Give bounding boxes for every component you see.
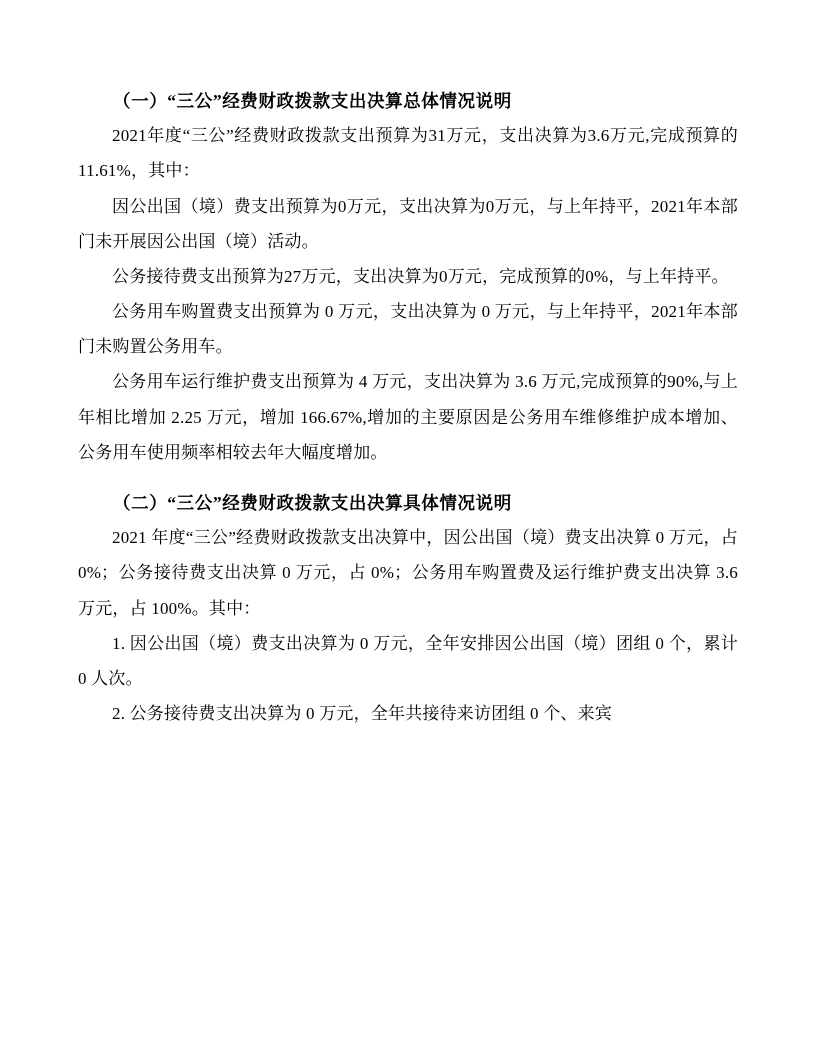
document-body <box>78 84 738 731</box>
paragraph-item-1-overseas: 1. 因公出国（境）费支出决算为 0 万元，全年安排因公出国（境）团组 0 个，累计 0 人次。 <box>78 633 738 688</box>
paragraph-overall-summary: 2021年度“三公”经费财政拨款支出预算为31万元，支出决算为3.6万元,完成预算的11.61%，其中： <box>78 126 738 181</box>
section-heading-one: （一）“三公”经费财政拨款支出决算总体情况说明 <box>113 91 512 111</box>
paragraph-vehicle-purchase: 公务用车购置费支出预算为 0 万元，支出决算为 0 万元，与上年持平，2021年本部门未购置公务用车。 <box>78 302 738 357</box>
paragraph-vehicle-maintenance: 公务用车运行维护费支出预算为 4 万元，支出决算为 3.6 万元,完成预算的90%,与上年相比增加 2.25 万元，增加 166.67%,增加的主要原因是公务用车维修维护成本增加、公务用车使用频率相较去年大幅度增加。 <box>78 372 738 462</box>
paragraph-detail-breakdown: 2021 年度“三公”经费财政拨款支出决算中，因公出国（境）费支出决算 0 万元，占 0%；公务接待费支出决算 0 万元，占 0%；公务用车购置费及运行维护费支出决算 3.6 万元，占 100%。其中： <box>78 528 738 618</box>
section-heading-two: （二）“三公”经费财政拨款支出决算具体情况说明 <box>113 493 512 513</box>
paragraph-official-reception: 公务接待费支出预算为27万元，支出决算为0万元，完成预算的0%，与上年持平。 <box>112 266 729 286</box>
paragraph-overseas-travel: 因公出国（境）费支出预算为0万元，支出决算为0万元，与上年持平，2021年本部门未开展因公出国（境）活动。 <box>78 196 738 251</box>
paragraph-item-2-reception: 2. 公务接待费支出决算为 0 万元，全年共接待来访团组 0 个、来宾 <box>112 704 612 724</box>
